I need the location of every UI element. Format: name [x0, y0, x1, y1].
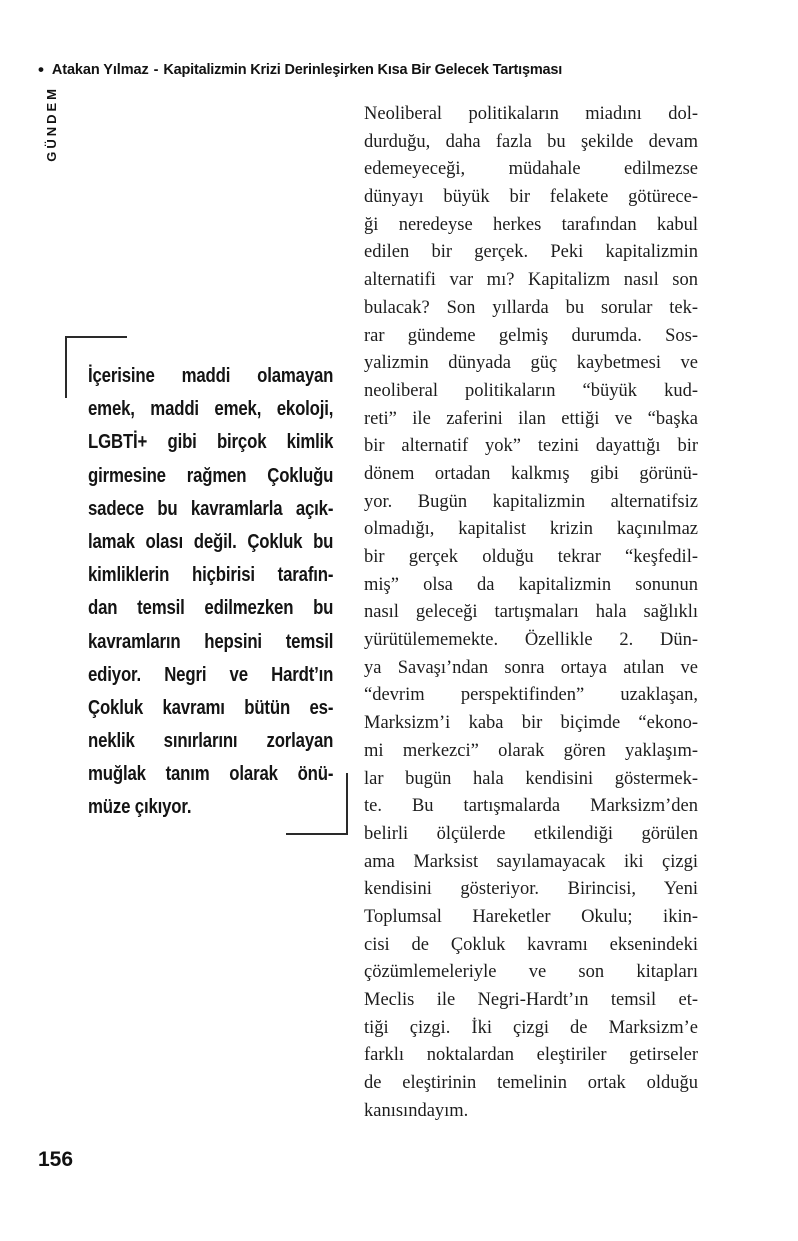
- text-line: bir alternatif yok” tezini dayattığı bir: [364, 436, 698, 457]
- text-line: yor. Bugün kapitalizmin alternatifsiz: [364, 491, 698, 512]
- author-name: Atakan Yılmaz: [51, 61, 149, 78]
- text-line: Meclis ile Negri-Hardt’ın temsil et-: [364, 990, 698, 1010]
- text-line: lamak olası değil. Çokluk bu: [88, 530, 334, 553]
- text-line: müze çıkıyor.: [88, 796, 192, 819]
- text-line: Çokluk kavramı bütün es-: [88, 696, 334, 719]
- article-body: [364, 101, 698, 1125]
- text-line: belirli ölçülerde etkilendiği görülen: [364, 823, 698, 844]
- text-line: rar gündeme gelmiş durumda. Sos-: [364, 325, 698, 346]
- text-line: yalizmin dünyada güç kaybetmesi ve: [364, 353, 698, 374]
- text-line: te. Bu tartışmalarda Marksizm’den: [364, 796, 698, 817]
- text-line: İçerisine maddi olamayan: [88, 365, 334, 387]
- text-line: LGBTİ+ gibi birçok kimlik: [88, 431, 334, 454]
- text-line: lar bugün hala kendisini göstermek-: [364, 768, 698, 789]
- text-line: yürütülememekte. Özellikle 2. Dün-: [364, 630, 698, 651]
- text-line: neklik sınırlarını zorlayan: [88, 730, 334, 753]
- text-line: cisi de Çokluk kavramı eksenindeki: [364, 934, 698, 955]
- text-line: emek, maddi emek, ekoloji,: [88, 398, 334, 421]
- article-title: Kapitalizmin Krizi Derinleşirken Kısa Bir Gelecek Tartışması: [163, 61, 563, 78]
- text-line: edilen bir gerçek. Peki kapitalizmin: [364, 242, 698, 263]
- text-line: dönem ortadan kalkmış gibi görünü-: [364, 463, 698, 484]
- text-line: durduğu, daha fazla bu şekilde devam: [364, 131, 698, 152]
- text-line: mi merkezci” olarak gören yaklaşım-: [364, 740, 698, 761]
- text-line: de eleştirinin temelinin ortak olduğu: [364, 1073, 698, 1094]
- author-title-separator: -: [153, 61, 159, 78]
- text-line: kimliklerin hiçbirisi tarafın-: [88, 564, 334, 587]
- text-line: olmadığı, kapitalist krizin kaçınılmaz: [364, 519, 698, 540]
- text-line: dünyayı büyük bir felakete götürece-: [364, 187, 698, 208]
- pull-quote: [88, 360, 333, 825]
- article-header: [38, 61, 562, 78]
- text-line: tiği çizgi. İki çizgi de Marksizm’e: [364, 1017, 698, 1038]
- text-line: farklı noktalardan eleştiriler getirseler: [364, 1045, 698, 1066]
- text-line: Neoliberal politikaların miadını dol-: [364, 104, 698, 124]
- text-line: dan temsil edilmezken bu: [88, 597, 334, 620]
- text-line: ği neredeyse herkes tarafından kabul: [364, 214, 698, 235]
- bullet-icon: •: [38, 60, 44, 79]
- text-line: kanısındayım.: [364, 1100, 469, 1121]
- text-line: reti” ile zaferini ilan ettiği ve “başka: [364, 408, 698, 429]
- text-line: edemeyeceği, müdahale edilmezse: [364, 159, 698, 180]
- text-line: girmesine rağmen Çokluğu: [88, 464, 334, 487]
- text-line: alternatifi var mı? Kapitalizm nasıl son: [364, 270, 698, 291]
- page-number: 156: [38, 1148, 74, 1171]
- text-line: miş” olsa da kapitalizmin sonunun: [364, 574, 698, 595]
- text-line: Toplumsal Hareketler Okulu; ikin-: [364, 906, 698, 927]
- text-line: ediyor. Negri ve Hardt’ın: [88, 663, 334, 686]
- text-line: bulacak? Son yıllarda bu sorular tek-: [364, 297, 698, 318]
- quote-bracket-bottom: [286, 773, 348, 835]
- text-line: “devrim perspektifinden” uzaklaşan,: [364, 685, 698, 706]
- text-line: çözümlemeleriyle ve son kitapları: [364, 962, 698, 983]
- text-line: kavramların hepsini temsil: [88, 630, 334, 653]
- text-line: Marksizm’i kaba bir biçimde “ekono-: [364, 713, 698, 734]
- text-line: kendisini gösteriyor. Birincisi, Yeni: [364, 879, 698, 900]
- text-line: nasıl geleceği tartışmaları hala sağlıklı: [364, 602, 698, 623]
- text-line: ama Marksist sayılamayacak iki çizgi: [364, 851, 698, 872]
- section-label-gundem: GÜNDEM: [44, 86, 59, 162]
- text-line: neoliberal politikaların “büyük kud-: [364, 380, 698, 401]
- text-line: ya Savaşı’ndan sonra ortaya atılan ve: [364, 657, 698, 678]
- text-line: sadece bu kavramlarla açık-: [88, 497, 334, 520]
- text-line: muğlak tanım olarak önü-: [88, 763, 334, 786]
- text-line: bir gerçek olduğu tekrar “keşfedil-: [364, 547, 698, 567]
